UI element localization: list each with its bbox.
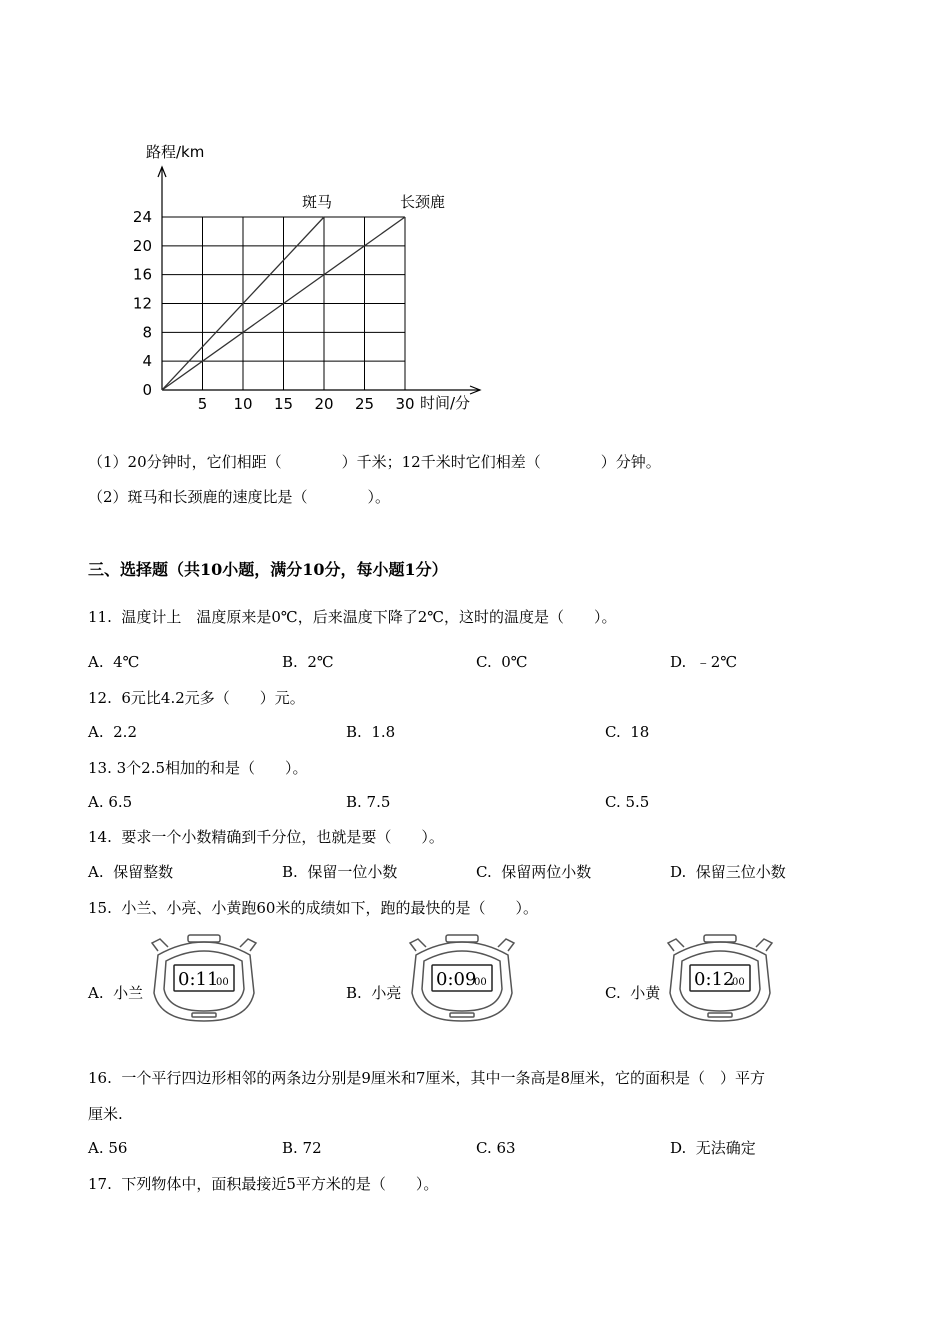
q13-stem: 13. 3个2.5相加的和是（ ）。 bbox=[88, 759, 308, 777]
q12-option-c[interactable]: C. 18 bbox=[605, 723, 650, 741]
stopwatch-c-icon bbox=[664, 933, 776, 1025]
x-tick-label: 5 bbox=[197, 395, 208, 413]
q15-option-b[interactable]: B. 小亮 bbox=[346, 984, 402, 1002]
stopwatch-a-hundredths: 00 bbox=[216, 977, 229, 988]
q13-option-b[interactable]: B. 7.5 bbox=[346, 793, 391, 811]
stopwatch-c-time: 0:12 bbox=[694, 969, 735, 990]
stopwatch-c-hundredths: 00 bbox=[732, 977, 745, 988]
y-tick-label: 12 bbox=[132, 294, 152, 313]
q16-stem-line1: 16. 一个平行四边形相邻的两条边分别是9厘米和7厘米，其中一条高是8厘米，它的面积是（ ）平方 bbox=[88, 1069, 766, 1087]
q10-part1: （1）20分钟时，它们相距（ ）千米；12千米时它们相差（ ）分钟。 bbox=[88, 453, 661, 471]
y-tick-label: 0 bbox=[142, 381, 152, 399]
x-tick-label: 25 bbox=[354, 395, 375, 413]
q16-stem-line2: 厘米. bbox=[88, 1105, 123, 1123]
q16-option-c[interactable]: C. 63 bbox=[476, 1139, 516, 1157]
q13-option-a[interactable]: A. 6.5 bbox=[88, 793, 133, 811]
q11-option-d[interactable]: D. ﹣2℃ bbox=[670, 653, 738, 671]
x-tick-label: 15 bbox=[273, 395, 294, 413]
q11-option-b[interactable]: B. 2℃ bbox=[282, 653, 334, 671]
y-tick-label: 20 bbox=[132, 236, 152, 255]
series-label-giraffe: 长颈鹿 bbox=[400, 193, 446, 211]
x-axis-label: 时间/分 bbox=[420, 394, 471, 412]
q15-option-a[interactable]: A. 小兰 bbox=[88, 984, 144, 1002]
q11-option-c[interactable]: C. 0℃ bbox=[476, 653, 528, 671]
q14-option-c[interactable]: C. 保留两位小数 bbox=[476, 863, 592, 881]
x-tick-label: 10 bbox=[233, 395, 253, 413]
q11-option-a[interactable]: A. 4℃ bbox=[88, 653, 140, 671]
stopwatch-a-time: 0:11 bbox=[178, 969, 219, 990]
x-tick-label: 30 bbox=[395, 395, 415, 413]
q12-option-b[interactable]: B. 1.8 bbox=[346, 723, 396, 741]
q15-stem: 15. 小兰、小亮、小黄跑60米的成绩如下，跑的最快的是（ ）。 bbox=[88, 899, 538, 917]
distance-time-chart bbox=[130, 135, 500, 425]
stopwatch-b-hundredths: 00 bbox=[474, 977, 487, 988]
stopwatch-b-icon bbox=[406, 933, 518, 1025]
x-tick-label: 20 bbox=[314, 395, 334, 413]
stopwatch-a-icon bbox=[148, 933, 260, 1025]
y-tick-label: 4 bbox=[142, 352, 152, 371]
y-tick-label: 8 bbox=[142, 323, 152, 342]
y-tick-label: 16 bbox=[132, 265, 152, 284]
q15-option-c[interactable]: C. 小黄 bbox=[605, 984, 661, 1002]
q12-option-a[interactable]: A. 2.2 bbox=[88, 723, 137, 741]
q17-stem: 17. 下列物体中，面积最接近5平方米的是（ ）。 bbox=[88, 1175, 439, 1193]
y-tick-label: 24 bbox=[132, 208, 152, 226]
q16-option-a[interactable]: A. 56 bbox=[88, 1139, 128, 1157]
q10-part2: （2）斑马和长颈鹿的速度比是（ ）。 bbox=[88, 488, 391, 506]
stopwatch-b-time: 0:09 bbox=[436, 969, 477, 990]
q11-stem: 11. 温度计上 温度原来是0℃，后来温度下降了2℃，这时的温度是（ ）。 bbox=[88, 608, 617, 626]
q16-option-d[interactable]: D. 无法确定 bbox=[670, 1139, 756, 1157]
q16-option-b[interactable]: B. 72 bbox=[282, 1139, 322, 1157]
q14-stem: 14. 要求一个小数精确到千分位，也就是要（ ）。 bbox=[88, 828, 444, 846]
y-axis-label: 路程/km bbox=[146, 143, 205, 161]
q12-stem: 12. 6元比4.2元多（ ）元。 bbox=[88, 689, 305, 707]
q14-option-d[interactable]: D. 保留三位小数 bbox=[670, 863, 786, 881]
q13-option-c[interactable]: C. 5.5 bbox=[605, 793, 650, 811]
series-label-zebra: 斑马 bbox=[302, 193, 333, 211]
q14-option-a[interactable]: A. 保留整数 bbox=[88, 863, 174, 881]
q14-option-b[interactable]: B. 保留一位小数 bbox=[282, 863, 398, 881]
section-title: 三、选择题（共10小题，满分10分，每小题1分） bbox=[88, 560, 448, 579]
